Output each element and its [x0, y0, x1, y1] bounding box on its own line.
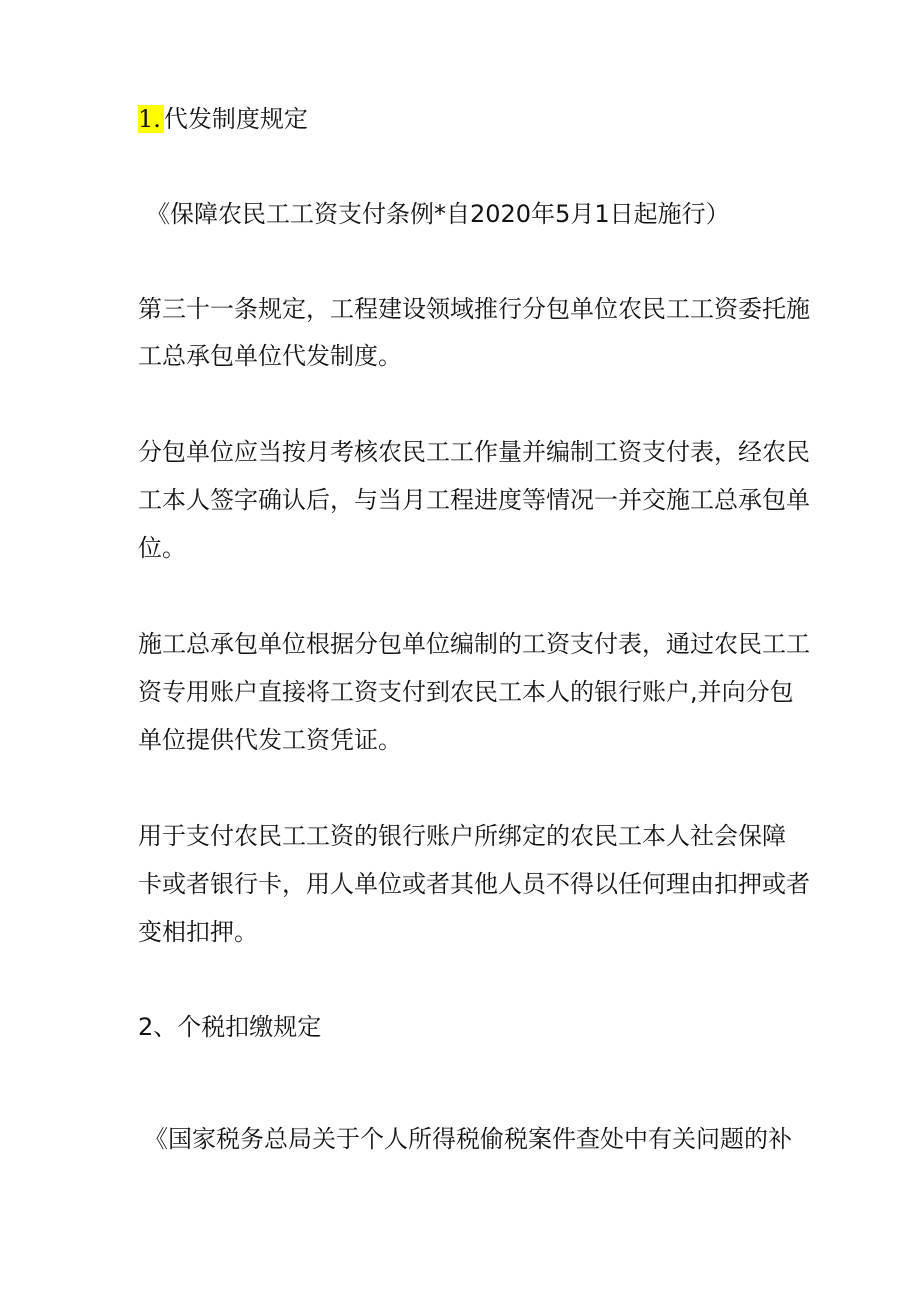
paragraph-1-line-1: 第三十一条规定，工程建设领域推行分包单位农民工工资委托施	[138, 295, 810, 323]
paragraph-3-line-3: 单位提供代发工资凭证。	[138, 726, 402, 754]
paragraph-2-line-3: 位。	[138, 534, 186, 562]
paragraph-2-line-1: 分包单位应当按月考核农民工工作量并编制工资支付表，经农民	[138, 438, 810, 466]
heading-2: 2、个税扣缴规定	[138, 1013, 322, 1041]
paragraph-4-line-1: 用于支付农民工工资的银行账户所绑定的农民工本人社会保障	[138, 822, 786, 850]
heading-1-number: 1.	[138, 105, 164, 133]
paragraph-4-line-2: 卡或者银行卡，用人单位或者其他人员不得以任何理由扣押或者	[138, 870, 810, 898]
citation-2: 《国家税务总局关于个人所得税偷税案件查处中有关问题的补	[144, 1125, 792, 1153]
paragraph-3-line-1: 施工总承包单位根据分包单位编制的工资支付表，通过农民工工	[138, 630, 810, 658]
paragraph-3-line-2: 资专用账户直接将工资支付到农民工本人的银行账户,并向分包	[138, 678, 794, 706]
heading-1-text: 代发制度规定	[163, 105, 308, 133]
citation-1: 《保障农民工工资支付条例*自2020年5月1日起施行）	[146, 200, 730, 228]
heading-1	[138, 104, 308, 134]
paragraph-1-line-2: 工总承包单位代发制度。	[138, 342, 402, 370]
paragraph-2-line-2: 工本人签字确认后，与当月工程进度等情况一并交施工总承包单	[138, 486, 810, 514]
paragraph-4-line-3: 变相扣押。	[138, 918, 258, 946]
